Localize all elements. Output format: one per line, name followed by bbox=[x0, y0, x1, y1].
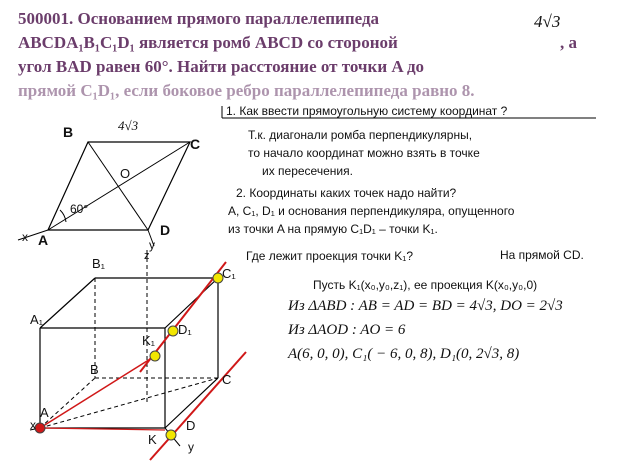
note-q2: 2. Координаты каких точек надо найти? bbox=[236, 186, 457, 200]
label-angle: 60° bbox=[70, 202, 89, 216]
label-b-prism: B bbox=[90, 362, 99, 377]
note-a1-line3: их пересечения. bbox=[262, 164, 353, 178]
label-side: 4√3 bbox=[118, 118, 139, 133]
label-z: z bbox=[144, 250, 150, 262]
label-d: D bbox=[160, 222, 171, 238]
label-o: O bbox=[120, 166, 131, 181]
edge-d1c1 bbox=[165, 278, 218, 328]
problem-line-4: прямой C₁D₁, если боковое ребро параллелепипеда равно 8. bbox=[18, 81, 475, 100]
label-x-prism: x bbox=[30, 418, 36, 432]
label-y-prism: y bbox=[188, 440, 194, 454]
label-b1: B₁ bbox=[92, 256, 106, 271]
label-k1: K₁ bbox=[142, 333, 156, 348]
note-q1: 1. Как ввести прямоугольную систему координат ? bbox=[226, 104, 508, 118]
note-a3: На прямой CD. bbox=[500, 248, 584, 262]
label-a: A bbox=[38, 232, 49, 248]
label-k-prism: K bbox=[148, 432, 157, 447]
edge-b1a1 bbox=[40, 278, 95, 328]
label-a1: A₁ bbox=[30, 312, 44, 327]
label-c-prism: C bbox=[222, 372, 232, 387]
label-x: x bbox=[22, 230, 28, 244]
label-a-prism: A bbox=[40, 405, 49, 420]
problem-line-2: ABCDA₁B₁C₁D₁ является ромб ABCD со стороной bbox=[18, 33, 398, 52]
point-d1 bbox=[168, 326, 178, 336]
problem-line-3: угол BAD равен 60°. Найти расстояние от точки A до bbox=[18, 57, 425, 76]
label-d-prism: D bbox=[186, 418, 196, 433]
label-c1: C₁ bbox=[222, 266, 236, 281]
label-d1: D₁ bbox=[178, 322, 192, 337]
point-a bbox=[35, 423, 45, 433]
note-a2-line2: из точки A на прямую C₁D₁ – точки K₁. bbox=[228, 222, 438, 236]
solution-line-1: Из ΔABD : AB = AD = BD = 4√3, DO = 2√3 bbox=[288, 298, 563, 314]
parallelepiped-figure bbox=[30, 250, 246, 460]
label-b: B bbox=[63, 124, 74, 140]
point-k bbox=[166, 430, 176, 440]
problem-line-1: 500001. Основанием прямого параллелепипеда bbox=[18, 9, 380, 28]
solution-line-3: A(6, 0, 0), C₁( − 6, 0, 8), D₁(0, 2√3, 8) bbox=[288, 346, 520, 362]
label-y: y bbox=[149, 238, 155, 252]
point-k1 bbox=[150, 351, 160, 361]
diagonal-bd bbox=[88, 142, 148, 230]
note-let: Пусть K₁(x₀,y₀,z₁), ее проекция K(x₀,y₀,0) bbox=[313, 278, 538, 292]
label-c: C bbox=[190, 136, 201, 152]
note-a1-line1: Т.к. диагонали ромба перпендикулярны, bbox=[248, 128, 473, 142]
note-a2-line1: A, C₁, D₁ и основания перпендикуляра, опущенного bbox=[228, 204, 515, 218]
solution-line-2: Из ΔAOD : AO = 6 bbox=[288, 322, 406, 338]
note-q3: Где лежит проекция точки K₁? bbox=[246, 249, 414, 263]
problem-line-2-end: , а bbox=[560, 33, 577, 52]
side-value: 4√3 bbox=[534, 12, 561, 31]
note-a1-line2: то начало координат можно взять в точке bbox=[248, 146, 480, 160]
